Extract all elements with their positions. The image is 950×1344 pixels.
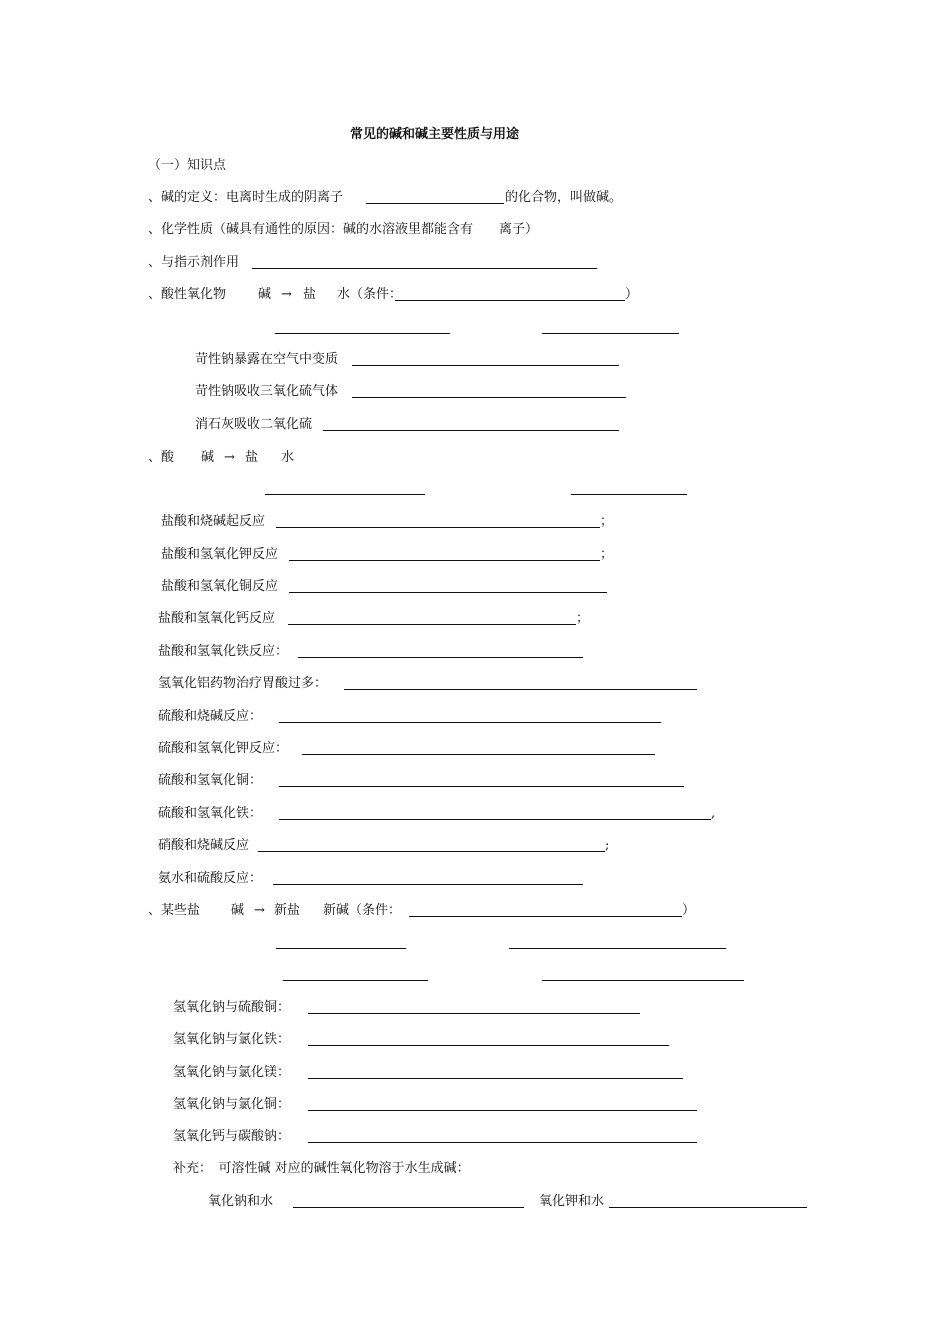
example-label: 氧化钾和水 [539, 1194, 605, 1209]
reaction-acidic-oxide: 、酸性氧化物 [148, 287, 227, 302]
arrow-icon: → [281, 287, 292, 302]
blank-line[interactable] [395, 300, 625, 301]
blank-line[interactable] [308, 1013, 640, 1014]
example-label: 氢氧化钠与硫酸铜： [173, 1000, 291, 1015]
blank-line[interactable] [279, 786, 684, 787]
blank-line[interactable] [273, 884, 583, 885]
blank-line[interactable] [298, 657, 583, 658]
blank-line[interactable] [308, 1110, 697, 1111]
punctuation: ； [600, 547, 614, 562]
blank-line[interactable] [542, 980, 744, 981]
example-label: 氢氧化钠与氯化铜： [173, 1097, 291, 1112]
example-label: 消石灰吸收二氧化硫 [195, 417, 313, 432]
page-title: 常见的碱和碱主要性质与用途 [350, 127, 520, 142]
arrow-icon: → [254, 903, 265, 918]
example-label: 苛性钠吸收三氧化硫气体 [195, 384, 339, 399]
definition-suffix: 的化合物，叫做碱。 [505, 190, 623, 205]
example-label: 盐酸和氢氧化钾反应 [161, 547, 279, 562]
blank-line[interactable] [571, 494, 687, 495]
indicator-label: 、与指示剂作用 [148, 255, 240, 270]
blank-line[interactable] [308, 1078, 683, 1079]
example-label: 苛性钠暴露在空气中变质 [195, 352, 339, 367]
blank-line[interactable] [323, 430, 619, 431]
reaction-acid: 、酸 [148, 450, 175, 465]
blank-line[interactable] [609, 1207, 807, 1208]
blank-line[interactable] [276, 527, 600, 528]
blank-line[interactable] [258, 851, 605, 852]
reaction-salt-base: 、某些盐 [148, 903, 201, 918]
blank-line[interactable] [252, 268, 597, 269]
blank-line[interactable] [288, 624, 576, 625]
arrow-icon: → [224, 450, 235, 465]
reaction-base: 碱 [258, 287, 272, 302]
reaction-base: 碱 [231, 903, 245, 918]
blank-line[interactable] [302, 754, 655, 755]
reaction-new-salt: 新盐 [274, 903, 301, 918]
condition-close: ） [682, 903, 696, 918]
example-label: 盐酸和氢氧化铜反应 [161, 579, 279, 594]
definition-prefix: 、碱的定义：电离时生成的阴离子 [148, 190, 344, 205]
blank-line[interactable] [366, 203, 504, 204]
blank-line[interactable] [289, 560, 600, 561]
example-label: 盐酸和烧碱起反应 [161, 514, 266, 529]
blank-line[interactable] [275, 333, 450, 334]
blank-line[interactable] [409, 916, 682, 917]
example-label: 硫酸和氢氧化钾反应： [158, 741, 289, 756]
section-heading: （一）知识点 [148, 158, 227, 173]
example-label: 盐酸和氢氧化铁反应： [158, 644, 289, 659]
punctuation: ； [600, 514, 614, 529]
chemical-properties-line: 、化学性质（碱具有通性的原因：碱的水溶液里都能含有 离子） [148, 222, 539, 237]
blank-line[interactable] [344, 689, 697, 690]
blank-line[interactable] [276, 948, 406, 949]
example-label: 氢氧化钠与氯化镁： [173, 1065, 291, 1080]
blank-line[interactable] [308, 1045, 669, 1046]
example-label: 盐酸和氢氧化钙反应 [158, 611, 276, 626]
reaction-base: 碱 [201, 450, 215, 465]
supplement-note: 补充： 可溶性碱 对应的碱性氧化物溶于水生成碱： [173, 1161, 470, 1176]
blank-line[interactable] [352, 365, 619, 366]
punctuation: , [711, 806, 716, 821]
blank-line[interactable] [265, 494, 425, 495]
blank-line[interactable] [283, 980, 428, 981]
reaction-salt: 盐 [303, 287, 317, 302]
example-label: 氧化钠和水 [208, 1194, 274, 1209]
condition-close: ） [625, 287, 639, 302]
reaction-water: 水 [281, 450, 295, 465]
blank-line[interactable] [293, 1207, 524, 1208]
punctuation: ; [605, 838, 610, 853]
punctuation: ； [576, 611, 590, 626]
blank-line[interactable] [279, 819, 711, 820]
blank-line[interactable] [289, 592, 607, 593]
blank-line[interactable] [279, 722, 661, 723]
blank-line[interactable] [352, 397, 626, 398]
example-label: 硝酸和烧碱反应 [158, 838, 250, 853]
example-label: 氢氧化钙与碳酸钠： [173, 1129, 291, 1144]
blank-line[interactable] [308, 1142, 697, 1143]
example-label: 硫酸和氢氧化铁： [158, 806, 263, 821]
example-label: 硫酸和氢氧化铜： [158, 773, 263, 788]
example-label: 氢氧化钠与氯化铁： [173, 1032, 291, 1047]
blank-line[interactable] [509, 948, 726, 949]
reaction-salt: 盐 [245, 450, 259, 465]
reaction-water-condition: 水（条件： [337, 287, 403, 302]
reaction-new-base-condition: 新碱（条件： [323, 903, 402, 918]
example-label: 氢氧化铝药物治疗胃酸过多： [158, 676, 328, 691]
example-label: 氨水和硫酸反应： [158, 871, 263, 886]
example-label: 硫酸和烧碱反应： [158, 709, 263, 724]
blank-line[interactable] [542, 333, 679, 334]
